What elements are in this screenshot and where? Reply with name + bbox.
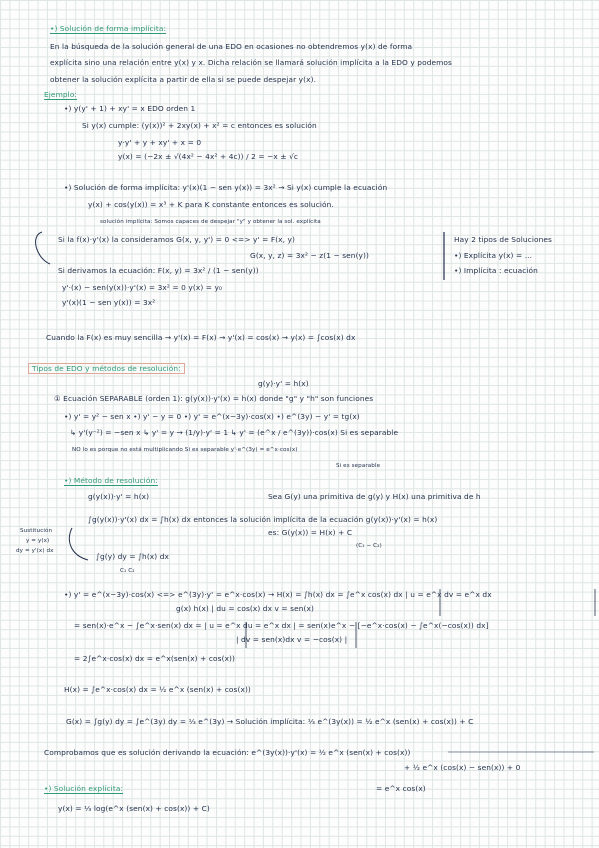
example-solution [118, 152, 298, 162]
note-text: y(x) = ⅓ log(e^x (sen(x) + cos(x)) + C) [58, 804, 210, 813]
note-text: g(y)·y' = h(x) [258, 379, 309, 388]
separable-notes [72, 444, 298, 455]
note-text: = e^x cos(x) [376, 784, 426, 793]
note-text: y·y' + y + xy' + x = 0 [118, 138, 202, 147]
method-heading [64, 476, 158, 486]
note-text: H(x) = ∫e^x·cos(x) dx = ½ e^x (sen(x) + cos(x)) [64, 685, 251, 694]
note-text: Si derivamos la ecuación: F(x, y) = 3x² / (1 − sen(y)) [58, 266, 259, 275]
note-text: •) Solución de forma implícita: y'(x)(1 − sen y(x)) = 3x² → Si y(x) cumple la ecuación [64, 183, 388, 192]
note-text: ↳ y'(y⁻²) = −sen x ↳ y' = y → (1/y)·y' = 1 ↳ y' = (e^x / e^(3y))·cos(x) Si es separable [70, 428, 399, 437]
note-text: G(x) = ∫g(y) dy = ∫e^(3y) dy = ⅓ e^(3y) → Solución implícita: ⅓ e^(3y(x)) = ½ e^x (sen(x) + cos(x)) + C [66, 717, 474, 726]
note-text: •) y(y' + 1) + xy' = x EDO orden 1 [64, 104, 196, 113]
explicit-solution-heading [44, 784, 123, 794]
worked-example-line [64, 590, 492, 600]
paragraph-line [50, 42, 412, 52]
note-text: Si es separable [336, 463, 381, 469]
note-text: •) Solución de forma implícita: [50, 24, 167, 33]
worked-example-result [64, 685, 251, 695]
note-text: explícita sino una relación entre y(x) y x. Dicha relación se llamará solución implícita a la EDO y podemos [50, 58, 453, 67]
substitution-note [16, 545, 54, 556]
note-text: •) y' = e^(x−3y)·cos(x) <=> e^(3y)·y' = e^x·cos(x) → H(x) = ∫h(x) dx = ∫e^x cos(x) dx | u = e^x dv = e^x dx [64, 590, 492, 599]
note-text: •) y' = y² − sen x •) y' − y = 0 •) y' = e^(x−3y)·cos(x) •) e^(3y) − y' = tg(x) [64, 412, 360, 421]
example-heading [44, 90, 77, 100]
note-text: En la búsqueda de la solución general de una EDO en ocasiones no obtendremos y(x) de forma [50, 42, 413, 51]
note-text: obtener la solución explícita a partir de ella si se puede despejar y(x). [50, 75, 317, 84]
method-text [356, 540, 382, 551]
method-text [268, 528, 352, 538]
note-text: •) Implícita : ecuación [454, 266, 538, 275]
verification-line [404, 763, 520, 773]
separable-form [258, 379, 309, 389]
separable-examples [70, 428, 398, 438]
method-line [88, 515, 437, 525]
note-text: = sen(x)·e^x − ∫e^x·sen(x) dx = | u = e^x du = e^x dx | = sen(x)e^x − [−e^x·cos(x) − ∫e^x(−cos(x)) dx] [74, 621, 489, 630]
solution-type-explicit [454, 251, 532, 261]
worked-example-line [236, 635, 347, 645]
implicit-example-line [88, 200, 334, 210]
worked-example-line [74, 654, 235, 664]
note-text: g(y(x))·y' = h(x) [88, 492, 150, 501]
note-text: Ejemplo: [44, 90, 78, 99]
note-text: es: G(y(x)) = H(x) + C [268, 528, 353, 537]
note-text: •) Método de resolución: [64, 476, 158, 485]
note-text: Sustitución [20, 528, 53, 534]
separable-notes [336, 460, 380, 471]
note-text: Si y(x) cumple: (y(x))² + 2xy(x) + x² = c entonces es solución [82, 121, 317, 130]
paragraph-line [50, 58, 452, 68]
separable-definition [54, 394, 373, 404]
implicit-solution-line [66, 717, 473, 727]
separable-examples [64, 412, 360, 422]
note-text: •) Explícita y(x) = ... [454, 251, 533, 260]
method-line [96, 552, 169, 562]
note-text: Tipos de EDO y métodos de resolución: [28, 363, 185, 374]
note-text: y(x) + cos(y(x)) = x³ + K para K constante entonces es solución. [88, 200, 334, 209]
note-text: (C₁ − C₂) [356, 543, 382, 549]
verification-line [376, 784, 426, 794]
note-text: | dv = sen(x)dx v = −cos(x) | [236, 635, 348, 644]
note-text: y'·(x) − sen(y(x))·y'(x) = 3x² = 0 y(x) = y₀ [62, 283, 223, 292]
note-text: = 2∫e^x·cos(x) dx = e^x(sen(x) + cos(x)) [74, 654, 236, 663]
verification-line [44, 748, 410, 758]
worked-example-line [74, 621, 489, 631]
heading-implicit-solution [50, 24, 166, 34]
worked-example-line [176, 604, 314, 614]
example-line [82, 121, 317, 131]
implicit-line [58, 235, 295, 245]
note-text: G(x, y, z) = 3x² − z(1 − sen(y)) [250, 251, 369, 260]
note-text: ∫g(y(x))·y'(x) dx = ∫h(x) dx entonces la solución implícita de la ecuación g(y(x))·y'(x) = h(x) [88, 515, 438, 524]
implicit-note [100, 216, 321, 227]
example-line [118, 138, 201, 148]
note-text: ① Ecuación SEPARABLE (orden 1): g(y(x))·y'(x) = h(x) donde "g" y "h" son funciones [54, 394, 374, 403]
note-text: Si la f(x)·y'(x) la consideramos G(x, y, y') = 0 <=> y' = F(x, y) [58, 235, 296, 244]
solution-type-implicit [454, 266, 538, 276]
note-text: Comprobamos que es solución derivando la ecuación: e^(3y(x))·y'(x) = ½ e^x (sen(x) + cos(x)) [44, 748, 411, 757]
implicit-line [62, 283, 222, 293]
note-text: C₁ C₂ [120, 568, 135, 574]
section-heading-edo-types [28, 364, 185, 374]
method-line [120, 565, 135, 576]
note-text: NO lo es porque no está multiplicando Si es separable y'·e^(3y) = e^x·cos(x) [72, 447, 298, 453]
note-text: Hay 2 tipos de Soluciones [454, 235, 552, 244]
note-text: y(x) = (−2x ± √(4x² − 4x² + 4c)) / 2 = −x ± √c [118, 152, 299, 161]
implicit-line [58, 266, 259, 276]
note-text: ∫g(y) dy = ∫h(x) dx [96, 552, 169, 561]
example-equation [64, 104, 195, 114]
implicit-line [250, 251, 369, 261]
implicit-line [62, 298, 155, 308]
note-text: dy = y'(x) dx [16, 548, 54, 554]
note-text: g(x) h(x) | du = cos(x) dx v = sen(x) [176, 604, 314, 613]
solution-types-title [454, 235, 552, 245]
paragraph-line [50, 75, 316, 85]
simple-case-line [46, 333, 355, 343]
method-line [88, 492, 149, 502]
note-text: solución implícita: Somos capaces de despejar "y" y obtener la sol. explícita [100, 219, 321, 225]
note-text: y = y(x) [26, 538, 50, 544]
note-text: •) Solución explícita: [44, 784, 124, 793]
note-text: Cuando la F(x) es muy sencilla → y'(x) = F(x) → y'(x) = cos(x) → y(x) = ∫cos(x) dx [46, 333, 356, 342]
explicit-solution-line [58, 804, 210, 814]
method-text [268, 492, 481, 502]
implicit-example-line [64, 183, 387, 193]
note-text: Sea G(y) una primitiva de g(y) y H(x) una primitiva de h [268, 492, 481, 501]
note-text: + ½ e^x (cos(x) − sen(x)) + 0 [404, 763, 521, 772]
note-text: y'(x)(1 − sen y(x)) = 3x² [62, 298, 156, 307]
